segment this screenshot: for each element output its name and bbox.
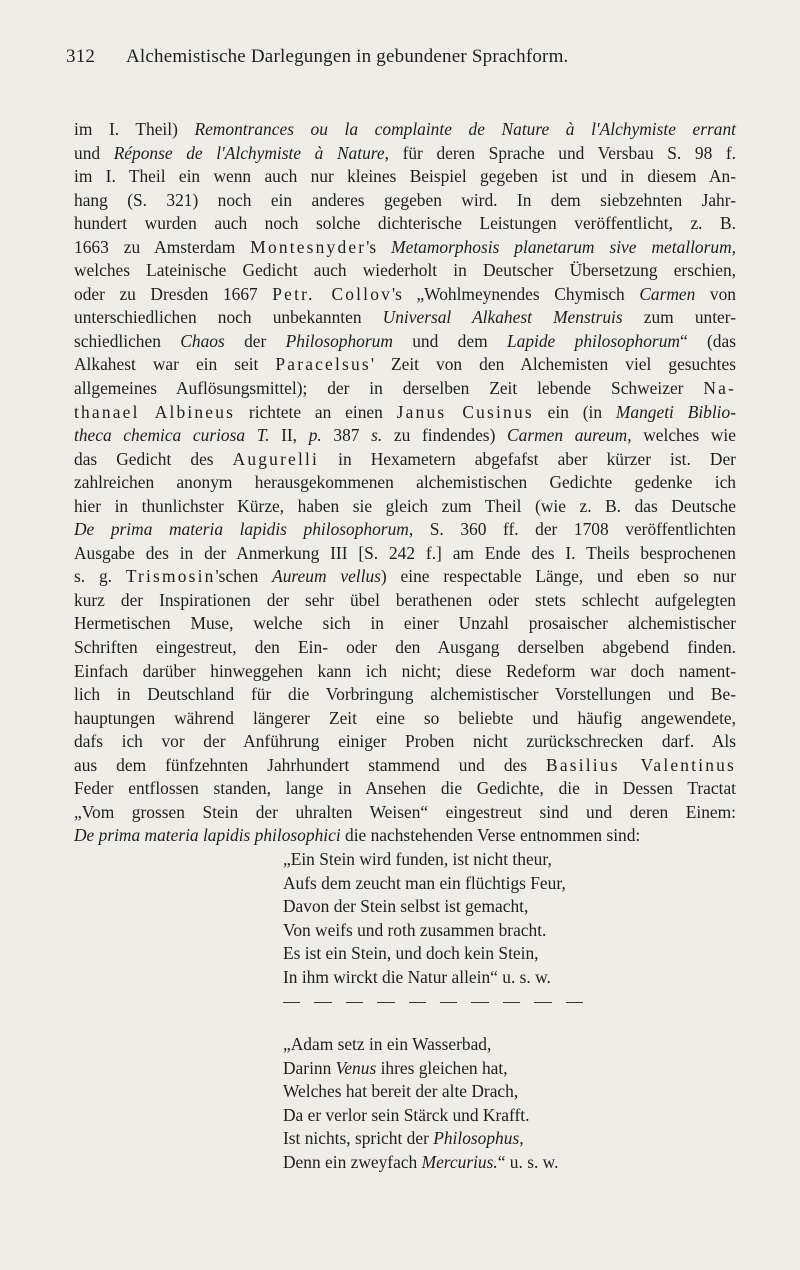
text-line [74,518,736,542]
text-run: II, [269,425,309,446]
text-run: Basilius Valentinus [546,754,736,775]
text-run: s. g. [74,566,126,587]
text-line [74,212,736,236]
text-run: zahlreichen anonym herausgekommenen alchemistischen Gedichte gedenke ich [74,472,736,493]
text-run: Mercurius. [421,1151,498,1172]
text-run: „Vom grossen Stein der uhralten Weisen“ eingestreut sind und deren Einem: [74,801,736,822]
text-run: und dem [392,330,507,351]
text-line [74,636,736,660]
verse-line [283,1127,558,1151]
verse-separator-dashes [283,1000,583,1006]
text-line [74,283,736,307]
text-run: welches wie [631,425,736,446]
text-run: kurz der Inspirationen der sehr übel berathenen oder stets schlecht aufgelegten [74,589,736,610]
text-line [74,118,736,142]
text-run: oder zu Dresden 1667 [74,283,273,304]
verse-line [283,919,566,943]
dash [346,1002,363,1003]
text-line [74,236,736,260]
verse-line [283,848,566,872]
page-number: 312 [66,46,96,67]
text-run: Aureum vellus [272,566,381,587]
verse-line [283,942,566,966]
text-line [74,730,736,754]
text-run: Es ist ein Stein, und doch kein Stein, [283,943,539,964]
text-run: Von weifs und roth zusammen bracht. [283,919,547,940]
text-run: das Gedicht des [74,448,233,469]
dash [314,1002,331,1003]
text-run: “ u. s. w. [497,1151,559,1172]
text-run: Remontrances ou la complainte de Nature à l'Alchymiste errant [194,119,737,139]
verse-line [283,1151,558,1175]
text-run: “ (das [679,330,736,351]
text-run: Petr. Collov [272,283,392,304]
text-line [74,377,736,401]
text-run: Feder entflossen standen, lange in Ansehen die Gedichte, die in Dessen Tractat [74,778,736,799]
text-run: Na- [703,378,736,399]
text-run: Davon der Stein selbst ist gemacht, [283,896,529,917]
text-run: hier in thunlichster Kürze, haben sie gleich zum Theil (wie z. B. das Deutsche [74,495,736,516]
text-line [74,777,736,801]
text-run: In ihm wirckt die Natur allein“ u. s. w. [283,966,551,987]
text-run: Philosophorum [285,330,393,351]
text-line [74,612,736,636]
text-run: Lapide philosophorum [506,330,680,351]
verse-line [283,895,566,919]
dash [566,1002,583,1003]
verse-block-2 [283,1033,558,1174]
text-run: der [224,330,286,351]
text-run: 's „Wohlmeynendes Chymisch [392,283,640,304]
text-line [74,707,736,731]
text-run: De prima materia lapidis philosophorum, [74,519,414,540]
text-run: in Hexametern abgefafst aber kürzer ist. Der [319,448,736,469]
text-run: p. [308,425,322,446]
text-run: Schriften eingestreut, den Ein- oder den Ausgang derselben abgebend finden. [74,637,736,658]
text-run: 'schen [215,566,273,587]
text-run: Welches hat bereit der alte Drach, [283,1081,519,1102]
text-line [74,660,736,684]
text-run: schiedlichen [74,330,181,351]
text-run: Alkahest war ein seit [74,354,276,375]
text-run: aus dem fünfzehnten Jahrhundert stammend und des [74,754,547,775]
text-run: unterschiedlichen noch unbekannten [74,307,383,328]
dash [534,1002,551,1003]
text-run: im I. Theil) [74,119,195,139]
text-run: s. [371,425,383,446]
text-line [74,142,736,166]
text-line [74,424,736,448]
text-line [74,754,736,778]
text-run: Metamorphosis planetarum sive metallorum, [391,236,736,257]
text-run: „Adam setz in ein Wasserbad, [283,1034,492,1054]
text-run: theca chemica curiosa T. [74,425,270,446]
verse-line [283,1033,558,1057]
verse-line [283,872,566,896]
text-run: ihres gleichen hat, [376,1057,508,1078]
text-run: Ist nichts, spricht der [283,1128,434,1149]
text-run: zu findendes) [382,425,508,446]
text-line [74,306,736,330]
text-line [74,353,736,377]
text-run: „Ein Stein wird funden, ist nicht theur, [283,849,552,869]
text-run: De prima materia lapidis philosophici [74,825,341,846]
text-line [74,401,736,425]
text-run: Venus [335,1057,377,1078]
body-paragraph [74,118,736,848]
text-run: Darinn [283,1057,336,1078]
text-run: Chaos [180,330,225,351]
text-run: 387 [321,425,372,446]
text-line [74,330,736,354]
text-run: Hermetischen Muse, welche sich in einer Unzahl prosaischer alchemistischer [74,613,736,634]
text-run: Carmen aureum, [507,425,632,446]
text-run: und [74,142,114,163]
text-run: hang (S. 321) noch ein anderes gegeben wird. In dem siebzehnten Jahr- [74,189,736,210]
verse-line [283,1057,558,1081]
text-run: Universal Alkahest Menstruis [382,307,623,328]
text-line [74,589,736,613]
text-run: ' Zeit von den Alchemisten viel gesuchtes [370,354,736,375]
text-run: Philosophus, [433,1128,524,1149]
text-line [74,165,736,189]
text-run: 1663 zu Amsterdam [74,236,251,257]
text-run: ) eine respectable Länge, und eben so nur [380,566,737,587]
dash [471,1002,488,1003]
text-run: Ausgabe des in der Anmerkung III [S. 242 f.] am Ende des I. Theils besprochenen [74,542,736,563]
text-line [74,801,736,825]
dash [283,1002,300,1003]
text-run: hauptungen während längerer Zeit eine so beliebte und häufig angewendete, [74,707,736,728]
text-run: Denn ein zweyfach [283,1151,422,1172]
text-run: Aufs dem zeucht man ein flüchtigs Feur, [283,872,566,893]
text-run: Mangeti Biblio- [615,401,737,422]
text-run: Janus Cusinus [396,401,534,422]
text-run: lich in Deutschland für die Vorbringung alchemistischer Vorstellungen und Be- [74,684,736,705]
running-head [66,46,738,86]
dash [409,1002,426,1003]
text-line [74,189,736,213]
text-run: Carmen [639,283,696,304]
verse-line [283,1104,558,1128]
text-line [74,259,736,283]
text-run: hundert wurden auch noch solche dichterische Leistungen veröffentlicht, z. B. [74,213,736,234]
text-run: 's [366,236,392,257]
running-title: Alchemistische Darlegungen in gebundener Sprachform. [126,46,569,67]
text-run: dafs ich vor der Anführung einiger Proben nicht zurückschrecken darf. Als [74,731,736,752]
dash [503,1002,520,1003]
text-run: , für deren Sprache und Versbau S. 98 f. [384,142,736,163]
text-run: S. 360 ff. der 1708 veröffentlichten [413,519,736,540]
text-run: richtete an einen [235,401,397,422]
text-run: Da er verlor sein Stärck und Krafft. [283,1104,530,1125]
text-run: zum unter- [622,307,736,328]
text-run: Einfach darüber hinweggehen kann ich nicht; diese Redeform war doch nament- [74,660,736,681]
text-run: Paracelsus [275,354,371,375]
text-run: Trismosin [125,566,216,587]
verse-block-1 [283,848,566,989]
text-run: von [695,283,737,304]
text-run: Augurelli [232,448,320,469]
text-run: die nachstehenden Verse entnommen sind: [340,825,641,846]
text-run: im I. Theil ein wenn auch nur kleines Beispiel gegeben ist und in diesem An- [74,166,736,187]
dash [440,1002,457,1003]
text-run: welches Lateinische Gedicht auch wiederholt in Deutscher Übersetzung erschien, [74,260,736,281]
text-line [74,471,736,495]
text-run: Réponse de l'Alchymiste à Nature [113,142,385,163]
dash [377,1002,394,1003]
text-run: allgemeines Auflösungsmittel); der in derselben Zeit lebende Schweizer [74,378,704,399]
text-line [74,448,736,472]
text-run: ein (in [533,401,616,422]
text-line [74,542,736,566]
text-line [74,683,736,707]
text-line [74,824,736,848]
text-line [74,565,736,589]
verse-line [283,966,566,990]
text-run: Montesnyder [250,236,367,257]
text-line [74,495,736,519]
text-run: thanael Albineus [74,401,236,422]
verse-line [283,1080,558,1104]
